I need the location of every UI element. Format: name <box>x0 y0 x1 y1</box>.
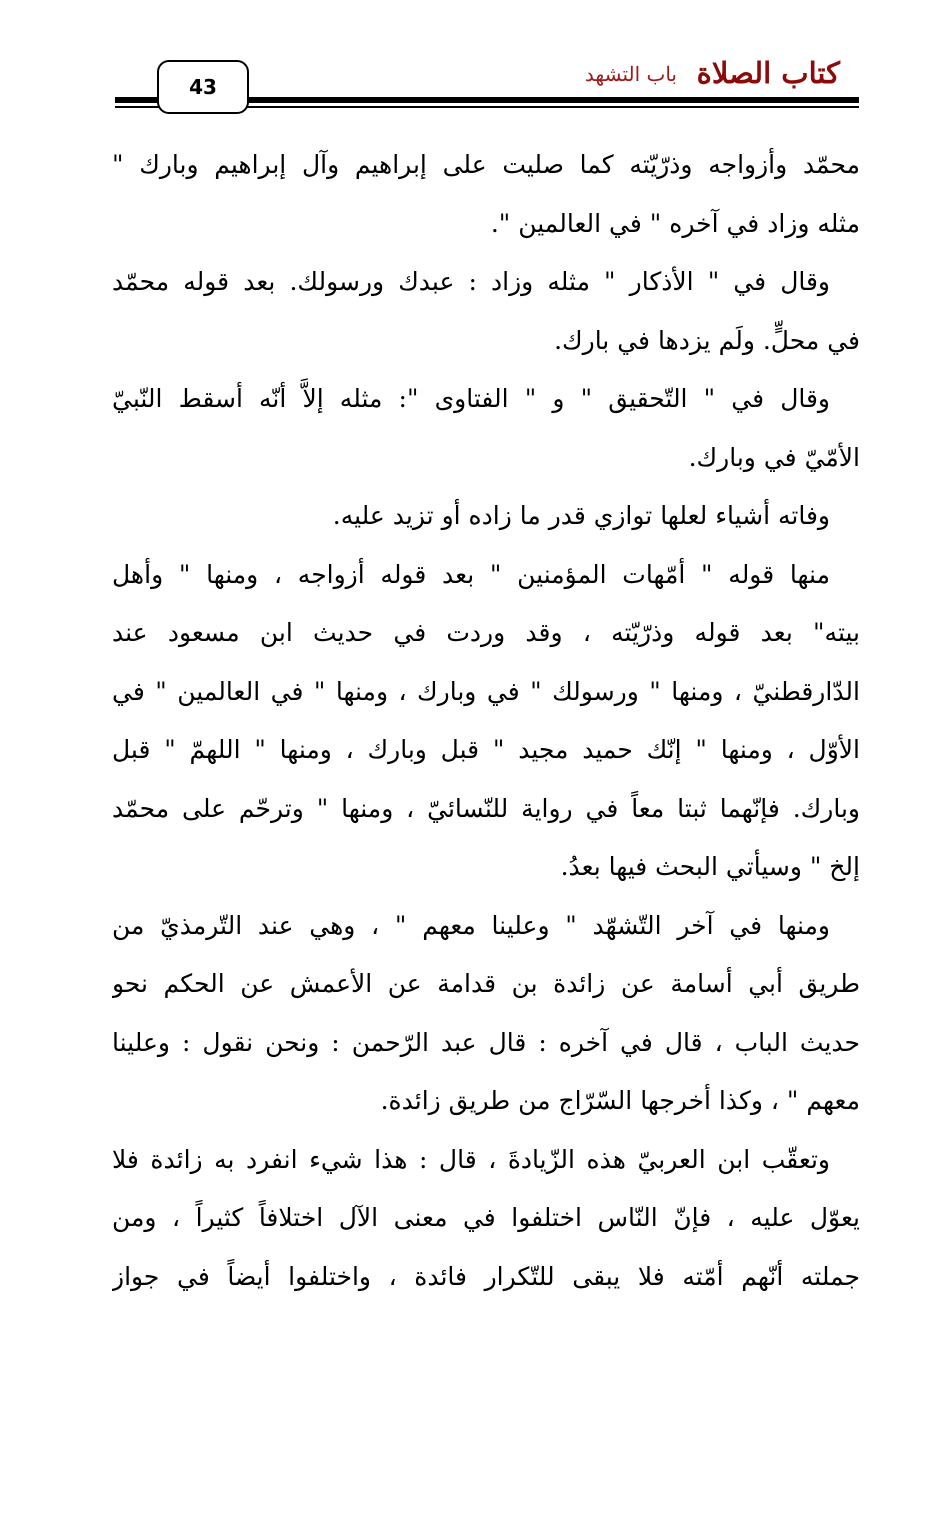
text-line: وقال في " التّحقيق " و " الفتاوى ": مثله إلاَّ أنّه أسقط النّبيّ <box>112 384 830 413</box>
page-header <box>0 0 945 130</box>
page-number: 43 <box>189 75 217 99</box>
text-line: وتعقّب ابن العربيّ هذه الزّيادةَ ، قال : هذا شيء انفرد به زائدة فلا <box>112 1144 830 1174</box>
text-line: طريق أبي أسامة عن زائدة بن قدامة عن الأعمش عن الحكم نحو <box>112 969 860 998</box>
text-line: في محلٍّ. ولَم يزدها في بارك. <box>554 325 860 355</box>
text-line: مثله وزاد في آخره " في العالمين ". <box>490 208 860 238</box>
text-line: وقال في " الأذكار " مثله وزاد : عبدك ورسولك. بعد قوله محمّد <box>112 267 830 296</box>
text-line: وفاته أشياء لعلها توازي قدر ما زاده أو تزيد عليه. <box>332 501 830 530</box>
text-line: ومنها في آخر التّشهّد " وعلينا معهم " ، وهي عند التّرمذيّ من <box>112 910 830 940</box>
body-text <box>112 136 860 1306</box>
text-line: الأوّل ، ومنها " إنّك حميد مجيد " قبل وبارك ، ومنها " اللهمّ " قبل <box>112 735 860 764</box>
text-line: جملته أنّهم أمّته فلا يبقى للتّكرار فائدة ، واختلفوا أيضاً في جواز <box>112 1261 860 1291</box>
text-line: الدّارقطنيّ ، ومنها " ورسولك " في وبارك ، ومنها " في العالمين " في <box>112 676 860 706</box>
text-line: إلخ " وسيأتي البحث فيها بعدُ. <box>560 852 860 881</box>
text-line: الأمّيّ في وبارك. <box>688 442 860 472</box>
text-line: منها قوله " أمّهات المؤمنين " بعد قوله أزواجه ، ومنها " وأهل <box>112 559 830 589</box>
text-line: يعوّل عليه ، فإنّ النّاس اختلفوا في معنى الآل اختلافاً كثيراً ، ومن <box>112 1203 860 1232</box>
page-number-box <box>157 60 249 114</box>
chapter-title: باب التشهد <box>584 62 677 86</box>
text-line: بيته" بعد قوله وذرّيّته ، وقد وردت في حديث ابن مسعود عند <box>112 618 860 647</box>
text-line: وبارك. فإنّهما ثبتا معاً في رواية للنّسائيّ ، ومنها " وترحّم على محمّد <box>112 793 860 823</box>
book-title: كتاب الصلاة <box>696 56 840 90</box>
text-line: معهم " ، وكذا أخرجها السّرّاج من طريق زائدة. <box>380 1086 860 1115</box>
text-line: محمّد وأزواجه وذرّيّته كما صليت على إبراهيم وآل إبراهيم وبارك " <box>112 150 860 179</box>
text-line: حديث الباب ، قال في آخره : قال عبد الرّحمن : ونحن نقول : وعلينا <box>112 1027 860 1057</box>
